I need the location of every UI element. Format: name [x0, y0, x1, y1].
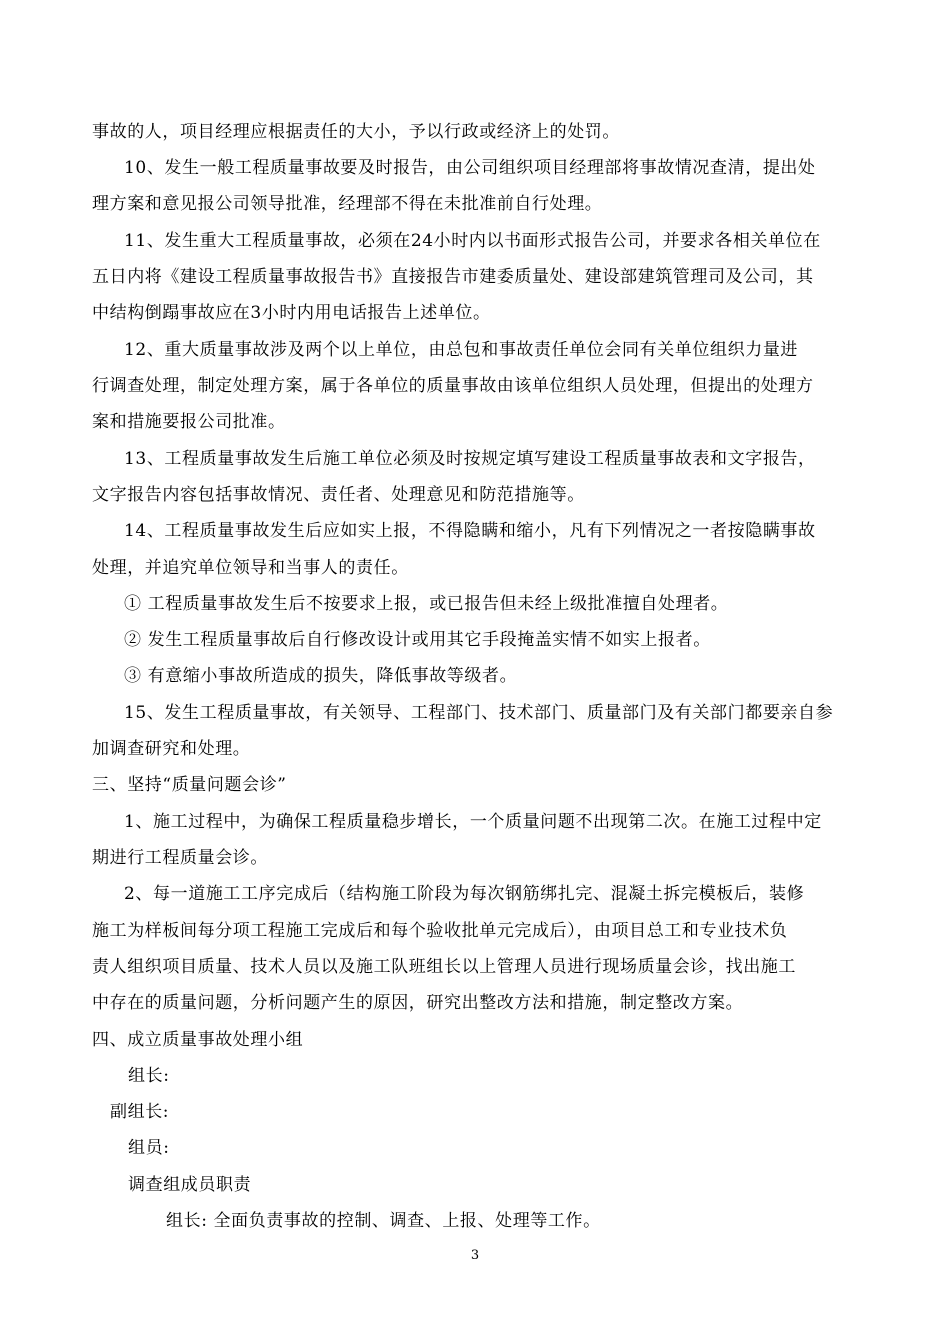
text-line: ③ 有意缩小事故所造成的损失，降低事故等级者。: [124, 666, 518, 686]
text-line: 五日内将《建设工程质量事故报告书》直接报告市建委质量处、建设部建筑管理司及公司，其: [92, 267, 814, 287]
text-line: 案和措施要报公司批准。: [92, 412, 286, 432]
text-line: 11、发生重大工程质量事故，必须在24小时内以书面形式报告公司，并要求各相关单位在: [124, 231, 821, 251]
text-line: 副组长:: [110, 1102, 170, 1122]
text-line: ① 工程质量事故发生后不按要求上报，或已报告但未经上级批准擅自处理者。: [124, 594, 729, 614]
text-line: 2、每一道施工工序完成后（结构施工阶段为每次钢筋绑扎完、混凝土拆完模板后，装修: [124, 884, 805, 904]
text-line: 15、发生工程质量事故，有关领导、工程部门、技术部门、质量部门及有关部门都要亲自参: [124, 703, 834, 723]
text-line: 12、重大质量事故涉及两个以上单位，由总包和事故责任单位会同有关单位组织力量进: [124, 340, 799, 360]
text-line: 中结构倒蹋事故应在3小时内用电话报告上述单位。: [92, 303, 491, 323]
section-heading: 四、成立质量事故处理小组: [92, 1030, 304, 1050]
section-heading: 三、坚持“质量问题会诊”: [92, 775, 287, 795]
text-line: 组长: 全面负责事故的控制、调查、上报、处理等工作。: [166, 1211, 601, 1231]
text-line: 理方案和意见报公司领导批准，经理部不得在未批准前自行处理。: [92, 194, 603, 214]
text-line: 期进行工程质量会诊。: [92, 848, 268, 868]
text-line: 行调查处理，制定处理方案，属于各单位的质量事故由该单位组织人员处理，但提出的处理方: [92, 376, 814, 396]
text-line: 调查组成员职责: [128, 1175, 252, 1195]
text-line: 13、工程质量事故发生后施工单位必须及时按规定填写建设工程质量事故表和文字报告，: [124, 449, 816, 469]
page-number: 3: [470, 1248, 480, 1263]
text-line: ② 发生工程质量事故后自行修改设计或用其它手段掩盖实情不如实上报者。: [124, 630, 711, 650]
text-line: 加调查研究和处理。: [92, 739, 251, 759]
text-line: 10、发生一般工程质量事故要及时报告，由公司组织项目经理部将事故情况查清，提出处: [124, 158, 816, 178]
text-line: 责人组织项目质量、技术人员以及施工队班组长以上管理人员进行现场质量会诊，找出施工: [92, 957, 796, 977]
text-line: 事故的人，项目经理应根据责任的大小，予以行政或经济上的处罚。: [92, 122, 620, 142]
text-line: 组员:: [128, 1138, 170, 1158]
text-line: 中存在的质量问题，分析问题产生的原因，研究出整改方法和措施，制定整改方案。: [92, 993, 744, 1013]
text-line: 1、施工过程中，为确保工程质量稳步增长，一个质量问题不出现第二次。在施工过程中定: [124, 812, 822, 832]
text-line: 14、工程质量事故发生后应如实上报，不得隐瞒和缩小，凡有下列情况之一者按隐瞒事故: [124, 521, 816, 541]
text-line: 处理，并追究单位领导和当事人的责任。: [92, 558, 409, 578]
text-line: 组长:: [128, 1066, 170, 1086]
text-line: 施工为样板间每分项工程施工完成后和每个验收批单元完成后），由项目总工和专业技术负: [92, 921, 788, 941]
text-line: 文字报告内容包括事故情况、责任者、处理意见和防范措施等。: [92, 485, 585, 505]
